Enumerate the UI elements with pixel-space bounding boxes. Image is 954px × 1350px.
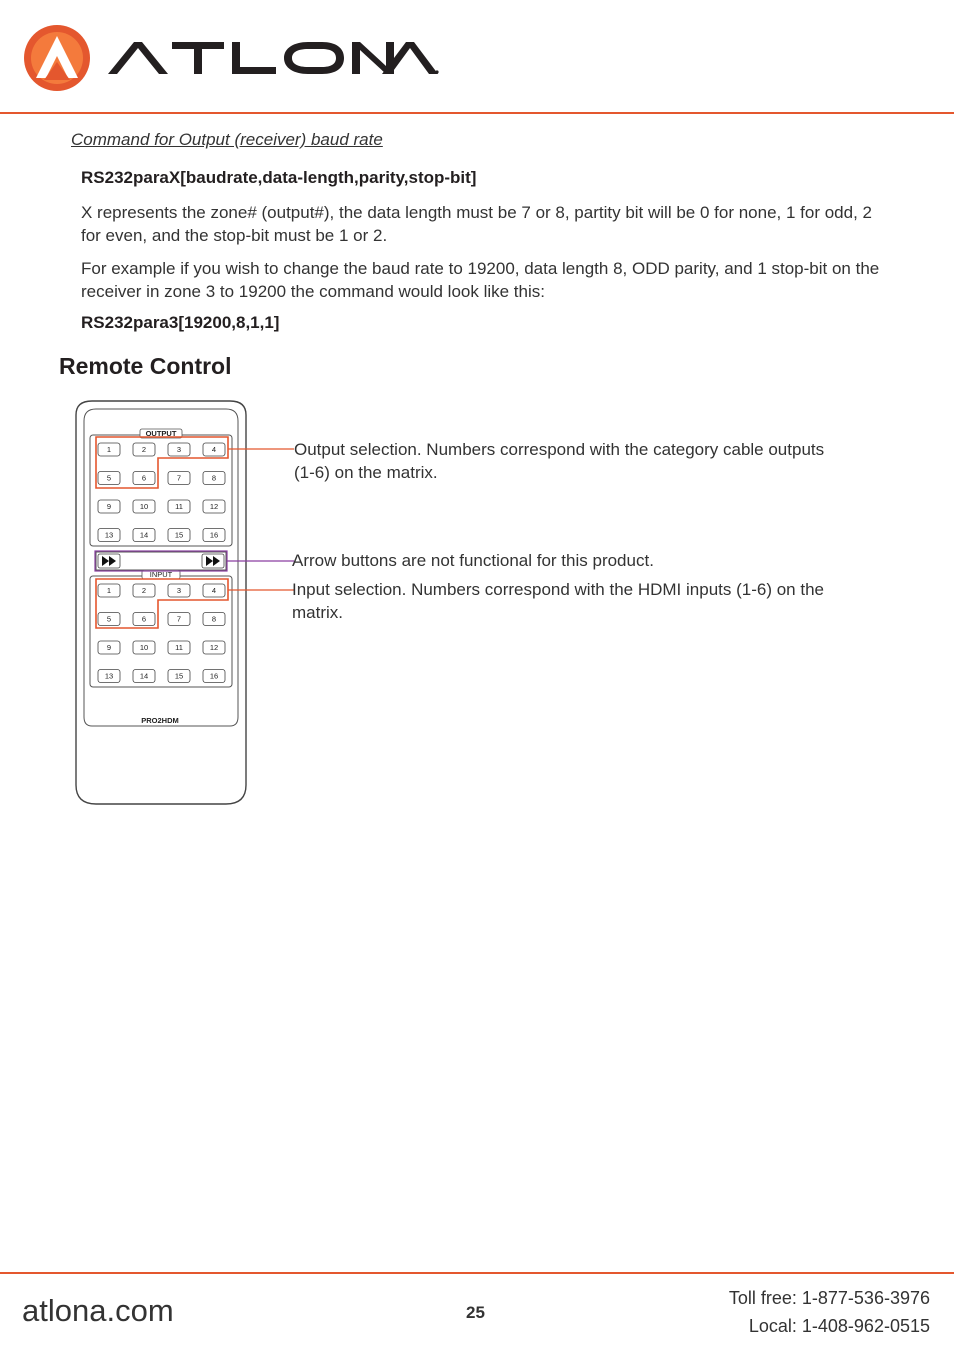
input-button-12 xyxy=(203,641,225,654)
footer-website: atlona.com xyxy=(22,1293,174,1328)
remote-model-label: PRO2HDM xyxy=(141,716,179,725)
input-button-2 xyxy=(133,584,155,597)
input-button-15 xyxy=(168,670,190,683)
fast-forward-left-icon xyxy=(98,554,120,568)
input-selection-note: Input selection. Numbers correspond with the HDMI inputs (1-6) on the matrix. xyxy=(292,580,824,622)
output-button-label: 14 xyxy=(139,530,149,540)
input-button-label: 2 xyxy=(141,586,147,595)
footer-divider xyxy=(0,1272,954,1274)
input-button-3 xyxy=(168,584,190,597)
output-button-7 xyxy=(168,472,190,485)
output-button-11 xyxy=(168,500,190,513)
output-button-label: 13 xyxy=(104,530,114,540)
input-button-label: 14 xyxy=(139,671,149,681)
output-button-8 xyxy=(203,472,225,485)
input-button-8 xyxy=(203,613,225,626)
output-button-label: 8 xyxy=(211,473,217,483)
input-button-10 xyxy=(133,641,155,654)
input-button-label: 4 xyxy=(211,586,217,595)
syntax-description: X represents the zone# (output#), the data length must be 7 or 8, partity bit will be 0 for none, 1 for odd, 2 for even, and the stop-bit must be 1 or 2. xyxy=(81,203,872,245)
input-button-9 xyxy=(98,641,120,654)
input-button-label: 7 xyxy=(176,614,182,624)
output-button-4 xyxy=(203,443,225,456)
input-button-label: 9 xyxy=(106,643,112,652)
output-button-13 xyxy=(98,529,120,542)
input-panel-label: INPUT xyxy=(149,570,173,579)
input-button-1 xyxy=(98,584,120,597)
input-button-label: 12 xyxy=(209,643,219,652)
output-button-label: 10 xyxy=(139,502,149,511)
output-button-label: 1 xyxy=(106,445,112,454)
arrow-buttons-note: Arrow buttons are not functional for this product. xyxy=(292,551,654,570)
input-button-5 xyxy=(98,613,120,626)
output-button-14 xyxy=(133,529,155,542)
logo-wordmark xyxy=(108,42,439,74)
output-button-label: 11 xyxy=(175,502,183,511)
output-button-label: 5 xyxy=(106,473,112,483)
input-button-7 xyxy=(168,613,190,626)
output-button-1 xyxy=(98,443,120,456)
input-button-label: 3 xyxy=(176,586,182,595)
input-button-label: 5 xyxy=(106,614,112,624)
output-button-label: 3 xyxy=(176,445,182,454)
local-number: Local: 1-408-962-0515 xyxy=(748,1316,930,1336)
input-button-4 xyxy=(203,584,225,597)
input-button-label: 1 xyxy=(106,586,112,595)
logo-emblem-icon xyxy=(24,25,90,91)
output-button-label: 2 xyxy=(141,445,147,454)
output-button-label: 9 xyxy=(106,502,112,511)
remote-control-illustration xyxy=(60,395,300,815)
input-button-label: 15 xyxy=(174,671,184,681)
input-button-13 xyxy=(98,670,120,683)
remote-control-heading: Remote Control xyxy=(59,353,232,379)
section-caption: Command for Output (receiver) baud rate xyxy=(71,130,383,149)
output-button-label: 16 xyxy=(209,530,219,540)
output-button-5 xyxy=(98,472,120,485)
output-button-2 xyxy=(133,443,155,456)
output-button-3 xyxy=(168,443,190,456)
output-button-12 xyxy=(203,500,225,513)
command-example: RS232para3[19200,8,1,1] xyxy=(81,313,280,332)
input-button-16 xyxy=(203,670,225,683)
input-button-label: 8 xyxy=(211,614,217,624)
input-button-label: 6 xyxy=(141,614,147,624)
input-button-label: 13 xyxy=(104,671,114,681)
output-button-label: 12 xyxy=(209,502,219,511)
toll-free-number: Toll free: 1-877-536-3976 xyxy=(728,1288,930,1308)
output-button-16 xyxy=(203,529,225,542)
input-button-label: 11 xyxy=(175,643,183,652)
output-button-label: 4 xyxy=(211,445,217,454)
output-panel-label: OUTPUT xyxy=(145,429,177,438)
atlona-logo xyxy=(22,22,442,94)
input-button-label: 16 xyxy=(209,671,219,681)
input-button-label: 10 xyxy=(139,643,149,652)
input-button-14 xyxy=(133,670,155,683)
command-syntax: RS232paraX[baudrate,data-length,parity,stop-bit] xyxy=(81,168,477,187)
fast-forward-right-icon xyxy=(202,554,224,568)
output-button-label: 7 xyxy=(176,473,182,483)
output-button-label: 6 xyxy=(141,473,147,483)
header-divider xyxy=(0,112,954,114)
output-selection-note: Output selection. Numbers correspond with the category cable outputs (1-6) on the matrix. xyxy=(294,440,825,482)
input-button-11 xyxy=(168,641,190,654)
example-description: For example if you wish to change the baud rate to 19200, data length 8, ODD parity, and 1 stop-bit on the receiver in zone 3 to 19200 the command would look like this: xyxy=(81,259,880,301)
output-button-9 xyxy=(98,500,120,513)
input-button-6 xyxy=(133,613,155,626)
output-button-15 xyxy=(168,529,190,542)
output-button-label: 15 xyxy=(174,530,184,540)
output-button-6 xyxy=(133,472,155,485)
page-number: 25 xyxy=(466,1303,485,1322)
output-button-10 xyxy=(133,500,155,513)
